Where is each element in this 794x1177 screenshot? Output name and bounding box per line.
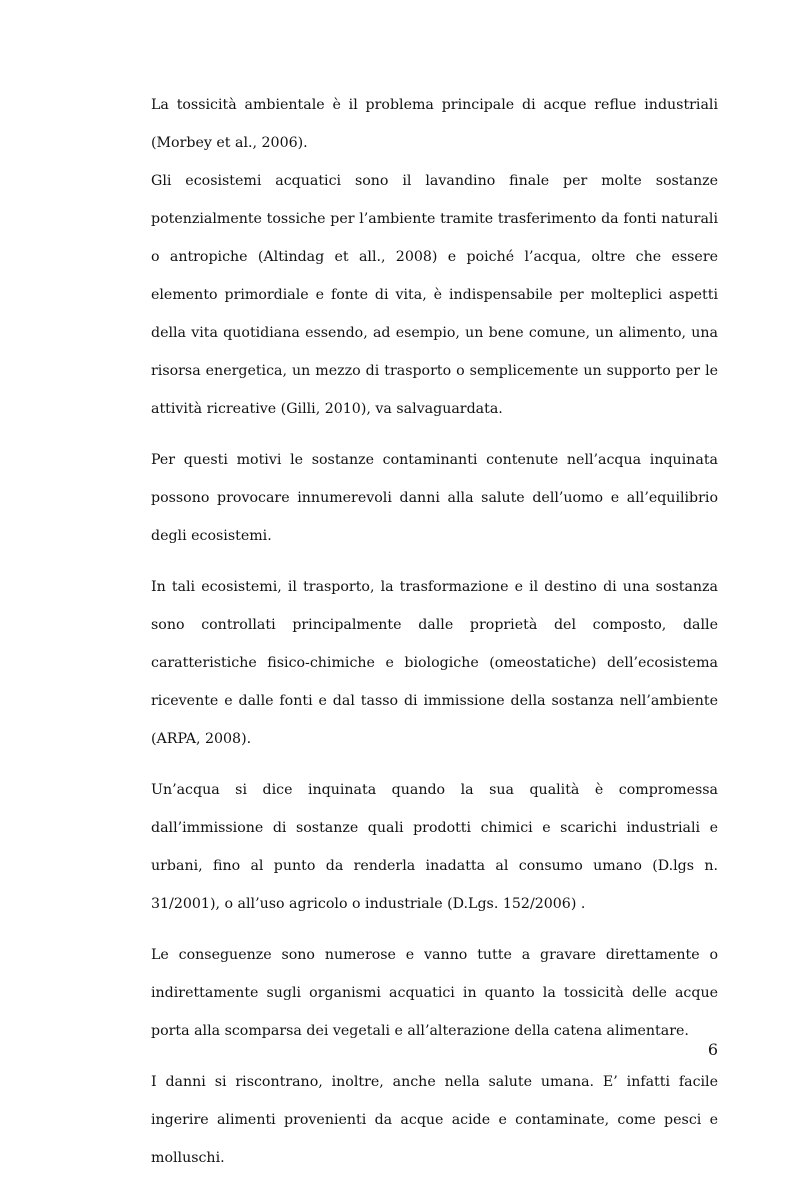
paragraph-consequences: Le conseguenze sono numerose e vanno tutte a gravare direttamente o indirettamente sugli organismi acquatici in quanto la tossicità delle acque porta alla scomparsa dei vegetali e all’alterazione della catena alimentare. [151, 947, 718, 1039]
paragraph-polluted-water-definition: Un’acqua si dice inquinata quando la sua qualità è compromessa dall’immissione di sostanze quali prodotti chimici e scarichi industriali e urbani, fino al punto da renderla inadatta al consumo umano (D.lgs n. 31/2001), o all’uso agricolo o industriale (D.Lgs. 152/2006) . [151, 782, 718, 912]
paragraph-aquatic-ecosystems: Gli ecosistemi acquatici sono il lavandino finale per molte sostanze potenzialmente tossiche per l’ambiente tramite trasferimento da fonti naturali o antropiche (Altindag et all., 2008) e poiché l’acqua, oltre che essere elemento primordiale e fonte di vita, è indispensabile per molteplici aspetti della vita quotidiana essendo, ad esempio, un bene comune, un alimento, una risorsa energetica, un mezzo di trasporto o semplicemente un supporto per le attività ricreative (Gilli, 2010), va salvaguardata. [151, 173, 718, 417]
body-text [151, 86, 718, 1177]
page-number: 6 [707, 1040, 718, 1059]
paragraph-contaminants: Per questi motivi le sostanze contaminanti contenute nell’acqua inquinata possono provocare innumerevoli danni alla salute dell’uomo e all’equilibrio degli ecosistemi. [151, 452, 718, 544]
paragraph-environmental-toxicity: La tossicità ambientale è il problema principale di acque reflue industriali (Morbey et al., 2006). [151, 97, 718, 151]
paragraph-transport-transformation: In tali ecosistemi, il trasporto, la trasformazione e il destino di una sostanza sono controllati principalmente dalle proprietà del composto, dalle caratteristiche fisico-chimiche e biologiche (omeostatiche) dell’ecosistema ricevente e dalle fonti e dal tasso di immissione della sostanza nell’ambiente (ARPA, 2008). [151, 579, 718, 747]
paragraph-human-health: I danni si riscontrano, inoltre, anche nella salute umana. E’ infatti facile ingerire alimenti provenienti da acque acide e contaminate, come pesci e molluschi. [151, 1074, 718, 1166]
